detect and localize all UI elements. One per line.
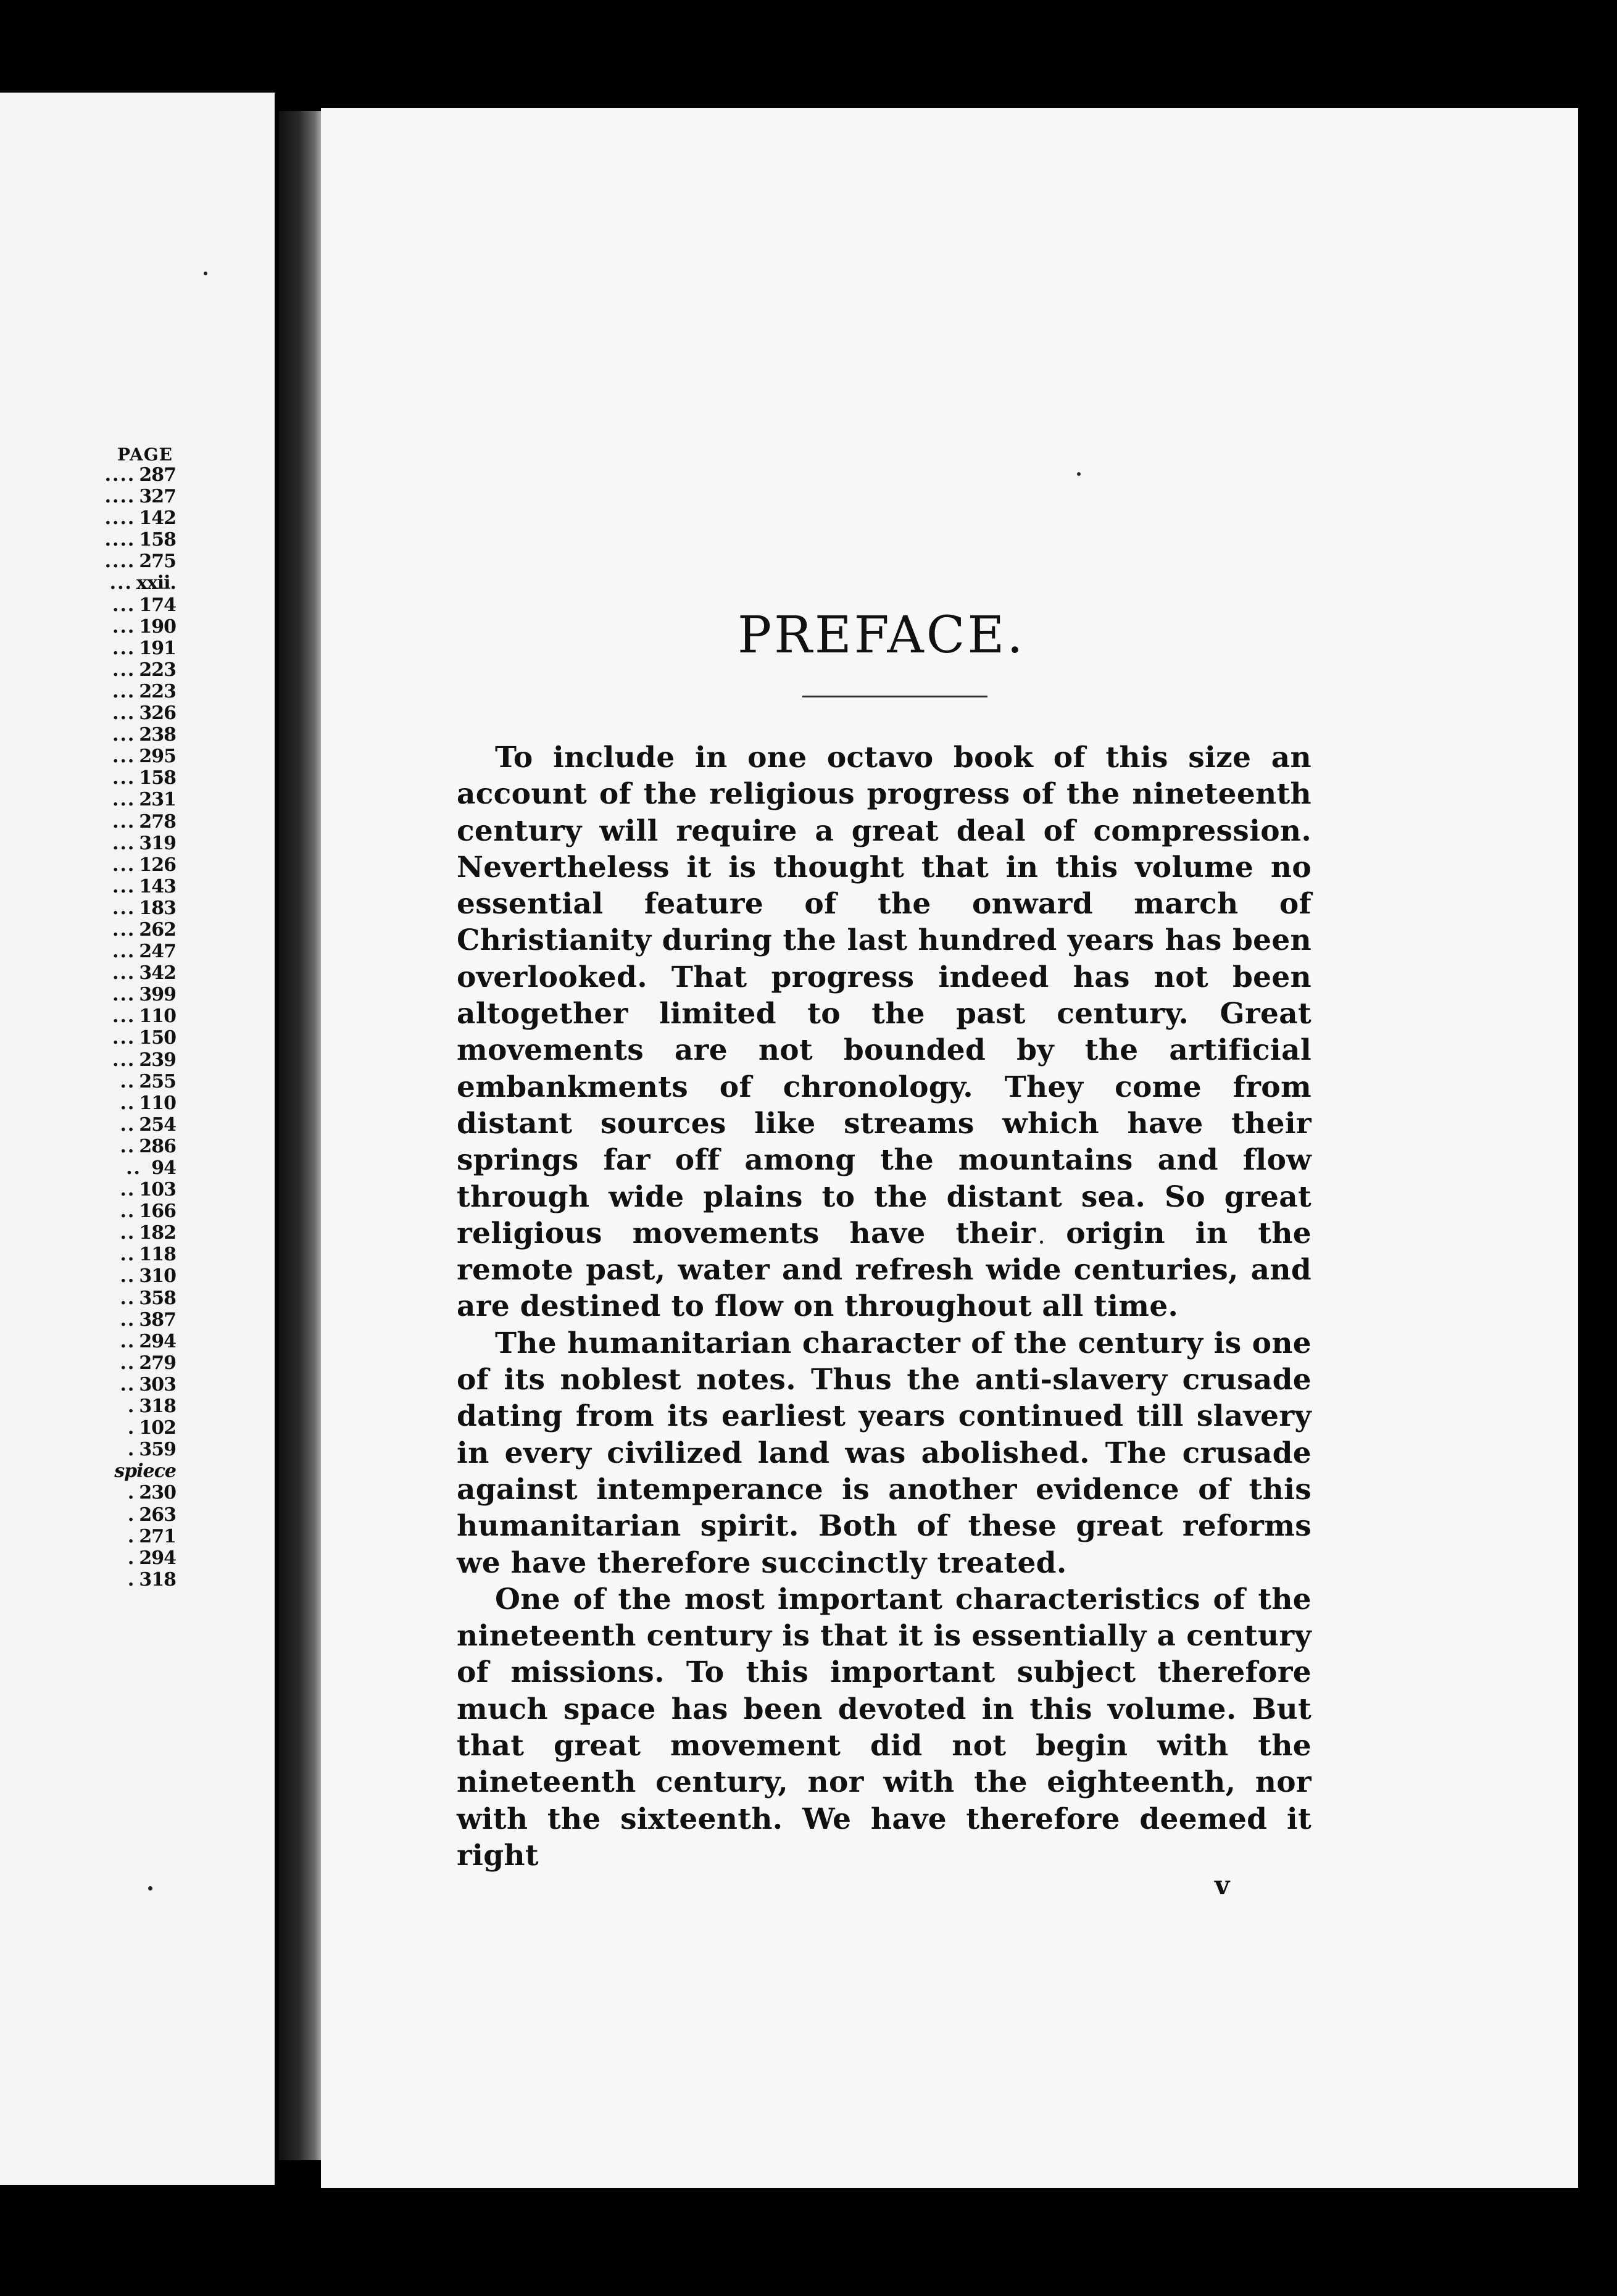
toc-entry [0, 1569, 176, 1591]
toc-page-number: 103 [139, 1179, 176, 1201]
toc-entry [0, 702, 176, 724]
toc-entry [0, 638, 176, 659]
toc-entry [0, 529, 176, 551]
toc-leader-dots: ... [112, 941, 136, 963]
toc-entry [0, 1049, 176, 1071]
toc-entry [0, 1374, 176, 1395]
toc-entry [0, 1504, 176, 1526]
toc-page-number: 126 [139, 854, 176, 876]
toc-entry [0, 681, 176, 702]
toc-entry [0, 1395, 176, 1417]
toc-page-number: 294 [139, 1547, 176, 1569]
toc-leader-dots: . [127, 1395, 136, 1418]
paragraph: To include in one octavo book of this size an account of the religious progress of the nineteenth century will require a great deal of compression. Nevertheless it is thought that in this volume no essential feature of the onward march of Christianity during the last hundred years has been overlooked. That progress indeed has not been altogether limited to the past century. Great movements are not bounded by the artificial embankments of chronology. They come from distant sources like streams which have their springs far off among the mountains and flow through wide plains to the distant sea. So great religious movements have their origin in the remote past, water and refresh wide centuries, and are destined to flow on throughout all time. [457, 741, 1311, 1324]
toc-leader-dots: . [127, 1482, 136, 1504]
toc-page-number: 279 [139, 1352, 176, 1374]
toc-leader-dots: .. [120, 1287, 136, 1309]
toc-entry [0, 1439, 176, 1460]
toc-leader-dots [0, 1460, 114, 1482]
toc-page-number: 255 [139, 1070, 176, 1092]
toc-page-number: 262 [139, 918, 176, 941]
toc-entry [0, 594, 176, 616]
toc-leader-dots: . [127, 1568, 136, 1591]
toc-leader-dots: ... [112, 918, 136, 941]
toc-entry [0, 962, 176, 984]
paragraph: The humanitarian character of the century is one of its noblest notes. Thus the anti-slavery crusade dating from its earliest years continued till slavery in every civilized land was abolished. The crusade against intemperance is another evidence of this humanitarian spirit. Both of these great reforms we have therefore succinctly treated. [457, 1326, 1311, 1580]
toc-leader-dots: ... [112, 1027, 136, 1049]
toc-leader-dots: ... [112, 659, 136, 681]
toc-leader-dots: ... [112, 702, 136, 725]
toc-page-number: 294 [139, 1330, 176, 1352]
toc-leader-dots: .. [120, 1113, 136, 1136]
toc-list [0, 464, 176, 1591]
toc-page-number: 110 [139, 1092, 176, 1114]
toc-leader-dots: ... [112, 854, 136, 876]
toc-leader-dots: .... [104, 486, 136, 508]
toc-page-number: 118 [139, 1244, 176, 1266]
toc-entry [0, 897, 176, 919]
toc-entry [0, 1114, 176, 1136]
title-rule [802, 696, 987, 697]
toc-entry [0, 854, 176, 876]
toc-page-number: 150 [139, 1027, 176, 1049]
toc-leader-dots: .. [126, 1157, 141, 1179]
toc-page-number: 327 [139, 486, 176, 508]
toc-entry [0, 1460, 176, 1482]
toc-page-number: 326 [139, 702, 176, 725]
ink-speck [204, 272, 207, 275]
toc-page-number: 158 [139, 529, 176, 551]
toc-leader-dots: .. [120, 1244, 136, 1266]
toc-leader-dots: ... [112, 875, 136, 897]
toc-entry [0, 789, 176, 810]
toc-leader-dots: .. [120, 1352, 136, 1374]
toc-entry [0, 1071, 176, 1092]
toc-leader-dots: . [127, 1547, 136, 1569]
toc-entry [0, 551, 176, 572]
toc-page-number: 271 [139, 1525, 176, 1547]
toc-leader-dots: ... [109, 572, 133, 594]
toc-leader-dots: ... [112, 789, 136, 811]
toc-page-header: PAGE [117, 444, 173, 465]
toc-page-number: 102 [139, 1417, 176, 1439]
toc-page-number: spiece [114, 1460, 176, 1483]
toc-page-number: 174 [139, 594, 176, 616]
toc-page-number: 247 [139, 941, 176, 963]
toc-entry [0, 724, 176, 746]
toc-page-number: 230 [139, 1482, 176, 1504]
toc-leader-dots: ... [112, 1005, 136, 1028]
toc-entry [0, 659, 176, 681]
toc-entry [0, 876, 176, 897]
toc-page-number: 278 [139, 810, 176, 833]
toc-page-number: 190 [139, 615, 176, 638]
toc-leader-dots: . [127, 1417, 136, 1439]
toc-entry [0, 1200, 176, 1222]
toc-entry [0, 984, 176, 1005]
toc-entry [0, 1136, 176, 1157]
toc-entry [0, 1417, 176, 1439]
page-title: PREFACE. [738, 606, 1026, 665]
toc-entry [0, 464, 176, 486]
toc-entry [0, 1179, 176, 1200]
toc-page-number: 166 [139, 1200, 176, 1223]
toc-leader-dots: ... [112, 680, 136, 702]
toc-leader-dots: ... [112, 594, 136, 616]
toc-entry [0, 1287, 176, 1309]
toc-leader-dots: .. [120, 1179, 136, 1201]
toc-page-number: 342 [139, 962, 176, 984]
toc-page-number: 358 [139, 1287, 176, 1309]
toc-page-number: 319 [139, 832, 176, 854]
book-gutter [279, 111, 323, 2160]
toc-entry [0, 1526, 176, 1547]
toc-entry [0, 507, 176, 529]
toc-page-number: 183 [139, 897, 176, 919]
toc-page-number: 158 [139, 767, 176, 789]
toc-leader-dots: ... [112, 724, 136, 746]
ink-speck [148, 1886, 152, 1890]
toc-entry [0, 941, 176, 962]
toc-leader-dots: .. [120, 1070, 136, 1092]
toc-page-number: 275 [139, 551, 176, 573]
toc-leader-dots: ... [112, 1049, 136, 1071]
toc-entry [0, 1547, 176, 1569]
toc-leader-dots: .... [104, 464, 136, 486]
toc-leader-dots: . [127, 1504, 136, 1526]
toc-leader-dots: .. [120, 1330, 136, 1352]
toc-entry [0, 1309, 176, 1331]
toc-page-number: 295 [139, 746, 176, 768]
toc-leader-dots: .... [104, 551, 136, 573]
toc-leader-dots: .. [120, 1265, 136, 1287]
toc-leader-dots: .. [120, 1308, 136, 1331]
toc-entry [0, 572, 176, 594]
preface-body [457, 739, 1311, 1874]
toc-page-number: 94 [151, 1157, 176, 1179]
toc-page-number: 143 [139, 875, 176, 897]
toc-leader-dots: .... [104, 507, 136, 530]
toc-page-number: 191 [139, 637, 176, 659]
toc-entry [0, 1005, 176, 1027]
toc-page-number: xxii. [136, 572, 176, 594]
toc-page-number: 239 [139, 1049, 176, 1071]
toc-page-number: 142 [139, 507, 176, 530]
toc-leader-dots: ... [112, 767, 136, 789]
toc-entry [0, 1482, 176, 1504]
paragraph: One of the most important characteristics of the nineteenth century is that it is essentially a century of missions. To this important subject therefore much space has been devoted in this volume. But that great movement did not begin with the nineteenth century, nor with the eighteenth, nor with the sixteenth. We have therefore deemed it right [457, 1582, 1311, 1873]
toc-entry [0, 767, 176, 789]
toc-page-number: 303 [139, 1373, 176, 1395]
toc-page-number: 359 [139, 1439, 176, 1461]
toc-leader-dots: .. [120, 1092, 136, 1114]
toc-page-number: 254 [139, 1113, 176, 1136]
toc-entry [0, 1265, 176, 1287]
toc-entry [0, 1244, 176, 1265]
left-page [0, 93, 275, 2185]
toc-leader-dots: ... [112, 962, 136, 984]
toc-entry [0, 616, 176, 638]
toc-leader-dots: ... [112, 637, 136, 659]
toc-page-number: 263 [139, 1504, 176, 1526]
toc-entry [0, 1352, 176, 1374]
toc-leader-dots: ... [112, 746, 136, 768]
toc-page-number: 231 [139, 789, 176, 811]
toc-entry [0, 1092, 176, 1114]
toc-entry [0, 486, 176, 507]
toc-leader-dots: ... [112, 832, 136, 854]
toc-entry [0, 1222, 176, 1244]
toc-leader-dots: .... [104, 529, 136, 551]
toc-page-number: 238 [139, 724, 176, 746]
toc-page-number: 310 [139, 1265, 176, 1287]
toc-leader-dots: ... [112, 897, 136, 919]
toc-page-number: 287 [139, 464, 176, 486]
toc-page-number: 286 [139, 1135, 176, 1157]
toc-entry [0, 1331, 176, 1352]
toc-page-number: 182 [139, 1222, 176, 1244]
toc-leader-dots: . [127, 1525, 136, 1547]
toc-leader-dots: ... [112, 810, 136, 833]
toc-leader-dots: ... [112, 615, 136, 638]
toc-leader-dots: .. [120, 1373, 136, 1395]
toc-entry [0, 919, 176, 941]
toc-entry [0, 1157, 176, 1179]
toc-entry [0, 833, 176, 854]
toc-page-number: 387 [139, 1308, 176, 1331]
toc-page-number: 399 [139, 984, 176, 1006]
toc-page-number: 318 [139, 1568, 176, 1591]
toc-entry [0, 811, 176, 833]
toc-page-number: 223 [139, 659, 176, 681]
toc-page-number: 110 [139, 1005, 176, 1028]
toc-leader-dots: .. [120, 1200, 136, 1223]
toc-leader-dots: . [127, 1439, 136, 1461]
ink-speck [1077, 472, 1081, 476]
page-number: v [1215, 1870, 1230, 1900]
toc-leader-dots: .. [120, 1222, 136, 1244]
toc-leader-dots: .. [120, 1135, 136, 1157]
toc-page-number: 223 [139, 680, 176, 702]
toc-page-number: 318 [139, 1395, 176, 1418]
toc-entry [0, 1027, 176, 1049]
toc-entry [0, 746, 176, 767]
toc-leader-dots: ... [112, 984, 136, 1006]
